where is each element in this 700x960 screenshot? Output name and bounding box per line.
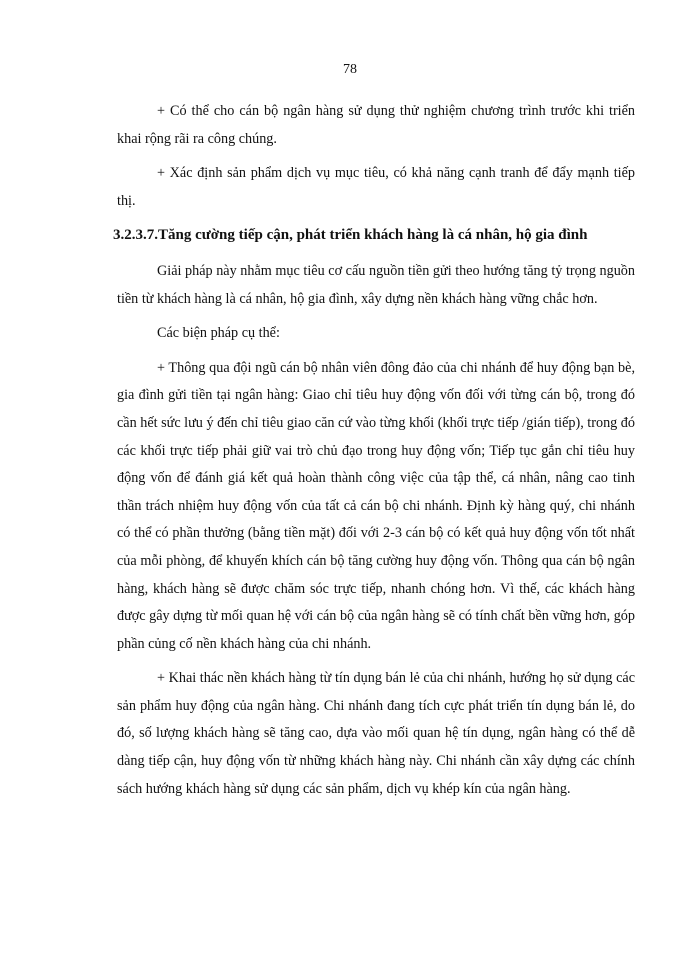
paragraph-retail-credit: + Khai thác nền khách hàng từ tín dụng bán lẻ của chi nhánh, hướng họ sử dụng các sản phẩm huy động của ngân hàng. Chi nhánh đang tích cực phát triển tín dụng bán lẻ, do đó, số lượng khách hàng sẽ tăng cao, dựa vào mối quan hệ tín dụng, ngân hàng có thể dễ dàng tiếp cận, huy động vốn từ những khách hàng này. Chi nhánh cần xây dựng các chính sách hướng khách hàng sử dụng các sản phẩm, dịch vụ khép kín của ngân hàng. [117,670,635,797]
paragraph-measures-intro: Các biện pháp cụ thể: [157,325,280,342]
section-heading: 3.2.3.7.Tăng cường tiếp cận, phát triển khách hàng là cá nhân, hộ gia đình [113,227,588,244]
paragraph-test-program: + Có thể cho cán bộ ngân hàng sử dụng thử nghiệm chương trình trước khi triển khai rộng rãi ra công chúng. [117,103,635,147]
page-content [113,98,635,810]
paragraph-target-products: + Xác định sản phẩm dịch vụ mục tiêu, có khả năng cạnh tranh để đẩy mạnh tiếp thị. [117,165,635,209]
paragraph-solution-goal: Giải pháp này nhằm mục tiêu cơ cấu nguồn tiền gửi theo hướng tăng tỷ trọng nguồn tiền từ khách hàng là cá nhân, hộ gia đình, xây dựng nền khách hàng vững chắc hơn. [117,262,635,307]
page-number: 78 [343,62,357,77]
paragraph-staff-mobilization: + Thông qua đội ngũ cán bộ nhân viên đông đảo của chi nhánh để huy động bạn bè, gia đình gửi tiền tại ngân hàng: Giao chỉ tiêu huy động vốn đối với từng cán bộ, trong đó cần hết sức lưu ý đến chỉ tiêu giao căn cứ vào từng khối (khối trực tiếp /gián tiếp), trong đó các khối trực tiếp phải giữ vai trò chủ đạo trong huy động vốn; Tiếp tục gắn chỉ tiêu huy động vốn để đánh giá kết quả hoàn thành công việc của tập thể, cá nhân, nâng cao tinh thần trách nhiệm huy động vốn của tất cả cán bộ chi nhánh. Định kỳ hàng quý, chi nhánh có thể có phần thưởng (bằng tiền mặt) đối với 2-3 cán bộ có kết quả huy động vốn tốt nhất của mỗi phòng, để khuyến khích cán bộ tăng cường huy động vốn. Thông qua cán bộ ngân hàng, khách hàng sẽ được chăm sóc trực tiếp, nhanh chóng hơn. Vì thế, các khách hàng được gây dựng từ mối quan hệ với cán bộ của ngân hàng sẽ có tính chất bền vững hơn, góp phần củng cố nền khách hàng của chi nhánh. [117,359,635,652]
